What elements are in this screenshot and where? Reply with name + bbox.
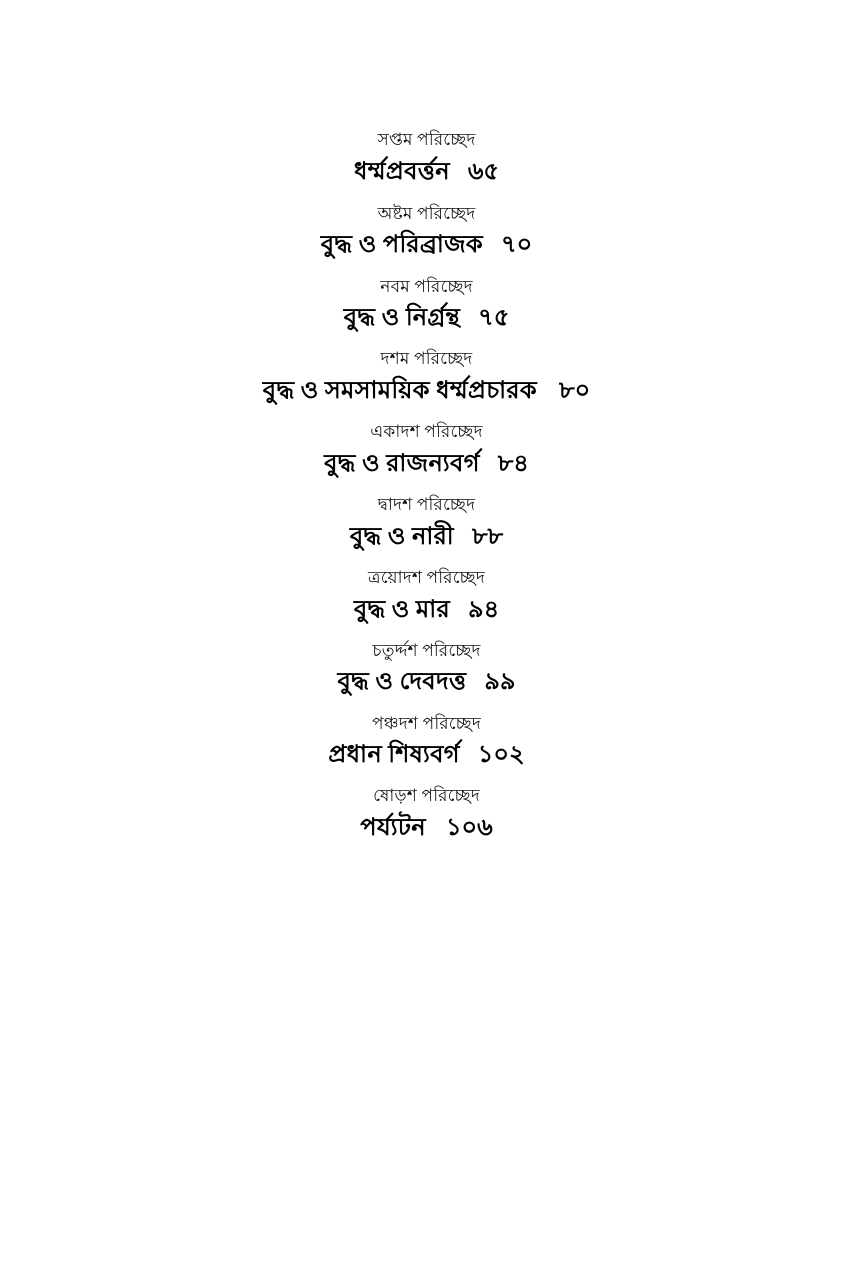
chapter-title-row	[354, 595, 499, 626]
chapter-page-number: ১০৬	[445, 815, 493, 842]
chapter-title: বুদ্ধ ও রাজন্যবর্গ	[324, 450, 480, 477]
table-of-contents	[0, 128, 853, 857]
chapter-title-row	[338, 667, 516, 698]
chapter-title: প্রধান শিষ্যবর্গ	[328, 742, 460, 769]
chapter-page-number: ৯৯	[484, 669, 516, 696]
chapter-title: বুদ্ধ ও সমসাময়িক ধর্ম্মপ্রচারক	[262, 378, 538, 405]
chapter-page-number: ৭০	[501, 232, 533, 259]
toc-entry[interactable]	[0, 420, 853, 480]
chapter-title: পর্য্যটন	[360, 815, 426, 842]
chapter-title: বুদ্ধ ও নির্গ্রন্থ	[343, 305, 461, 332]
chapter-page-number: ৬৫	[467, 158, 500, 185]
toc-entry[interactable]	[0, 493, 853, 553]
chapter-title-row	[263, 376, 590, 407]
chapter-title-row	[350, 522, 503, 553]
chapter-label: ত্রয়োদশ পরিচ্ছেদ	[368, 567, 485, 587]
toc-entry[interactable]	[0, 712, 853, 772]
chapter-label: পঞ্চদশ পরিচ্ছেদ	[371, 713, 482, 733]
toc-entry[interactable]	[0, 784, 853, 844]
toc-entry[interactable]	[0, 347, 853, 407]
chapter-title: বুদ্ধ ও পরিব্রাজক	[320, 232, 484, 259]
chapter-title: বুদ্ধ ও নারী	[349, 523, 454, 550]
chapter-title-row	[354, 157, 499, 188]
chapter-title-row	[324, 449, 529, 480]
chapter-page-number: ১০২	[477, 742, 525, 769]
chapter-title-row	[328, 740, 524, 771]
chapter-title-row	[344, 303, 510, 334]
chapter-title: বুদ্ধ ও দেবদত্ত	[337, 669, 467, 696]
chapter-title-row	[321, 230, 533, 261]
chapter-label: সপ্তম পরিচ্ছেদ	[377, 130, 476, 149]
chapter-page-number: ৭৫	[478, 305, 510, 332]
chapter-label: দশম পরিচ্ছেদ	[380, 349, 473, 369]
chapter-label: নবম পরিচ্ছেদ	[380, 276, 473, 296]
chapter-page-number: ৯৪	[468, 596, 500, 623]
chapter-page-number: ৮৪	[497, 450, 529, 477]
chapter-page-number: ৮৮	[471, 523, 504, 550]
chapter-page-number: ৮০	[559, 378, 591, 405]
chapter-title: বুদ্ধ ও মার	[353, 596, 451, 623]
chapter-label: ষোড়শ পরিচ্ছেদ	[373, 786, 480, 806]
toc-entry[interactable]	[0, 566, 853, 626]
toc-entry[interactable]	[0, 128, 853, 188]
chapter-label: চতুর্দ্দশ পরিচ্ছেদ	[372, 640, 481, 660]
chapter-title-row	[360, 813, 492, 844]
chapter-label: দ্বাদশ পরিচ্ছেদ	[377, 495, 476, 515]
toc-entry[interactable]	[0, 275, 853, 335]
toc-entry[interactable]	[0, 202, 853, 262]
chapter-title: ধর্ম্মপ্রবর্ত্তন	[353, 158, 450, 185]
toc-entry[interactable]	[0, 639, 853, 699]
chapter-label: একাদশ পরিচ্ছেদ	[370, 422, 483, 442]
chapter-label: অষ্টম পরিচ্ছেদ	[377, 203, 476, 223]
